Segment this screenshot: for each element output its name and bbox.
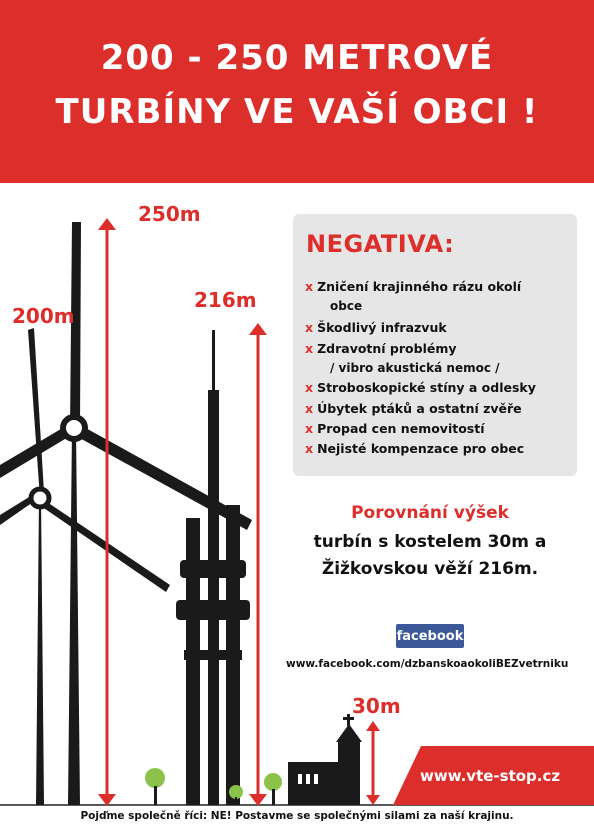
label-30m: 30m [352,694,401,718]
tower-pod-3 [184,650,242,660]
tree [229,785,243,799]
negatives-title: NEGATIVA: [306,230,455,258]
big-turbine-blade-left [0,426,70,478]
comparison-line-1: turbín s kostelem 30m a [313,532,547,552]
tree [145,768,165,788]
church [288,714,362,805]
big-turbine-hub [63,417,85,439]
church-roof [336,724,362,742]
negative-item: x Zdravotní problémy [305,341,457,356]
label-216m: 216m [194,288,257,312]
small-turbine-hub [31,489,49,507]
headline-line-1: 200 - 250 METROVÉ [100,38,494,78]
small-turbine-blade-up [28,328,44,498]
label-250m: 250m [138,202,201,226]
comparison-title: Porovnání výšek [351,503,509,523]
church-nave [288,762,338,805]
tree [264,773,282,791]
big-turbine-blade-right [76,426,252,530]
tower-central-shaft [208,390,219,805]
small-turbine-blade-right [38,500,170,592]
facebook-url-link[interactable]: www.facebook.com/dzbanskoaokoliBEZvetrniku [286,658,569,670]
facebook-badge[interactable]: facebook [396,624,464,648]
website-link[interactable]: www.vte-stop.cz [420,767,561,785]
negative-item-continuation: / vibro akustická nemoc / [330,361,500,375]
label-200m: 200m [12,304,75,328]
negative-item: x Zničení krajinného rázu okolí [305,279,522,294]
negative-item: x Stroboskopické stíny a odlesky [305,380,536,395]
negative-item: x Nejisté kompenzace pro obec [305,441,525,456]
tower-antenna [212,330,215,390]
church-tower [338,740,360,805]
negative-item: x Propad cen nemovitostí [305,421,485,436]
small-turbine-tower [36,498,44,805]
comparison-line-2: Žižkovskou věží 216m. [321,559,539,579]
negative-item: x Škodlivý infrazvuk [305,320,447,335]
tower-pod-2 [176,600,250,620]
zizkov-tower [176,330,250,805]
big-turbine-tower [68,428,80,805]
small-turbine [0,328,170,805]
tower-pod-1 [180,560,246,578]
footer-slogan: Pojďme společně říci: NE! Postavme se společnými silami za naší krajinu. [80,810,514,822]
negative-item: x Úbytek ptáků a ostatní zvěře [305,401,522,416]
negative-item-continuation: obce [330,299,363,313]
headline-line-2: TURBÍNY VE VAŠÍ OBCI ! [55,92,539,132]
